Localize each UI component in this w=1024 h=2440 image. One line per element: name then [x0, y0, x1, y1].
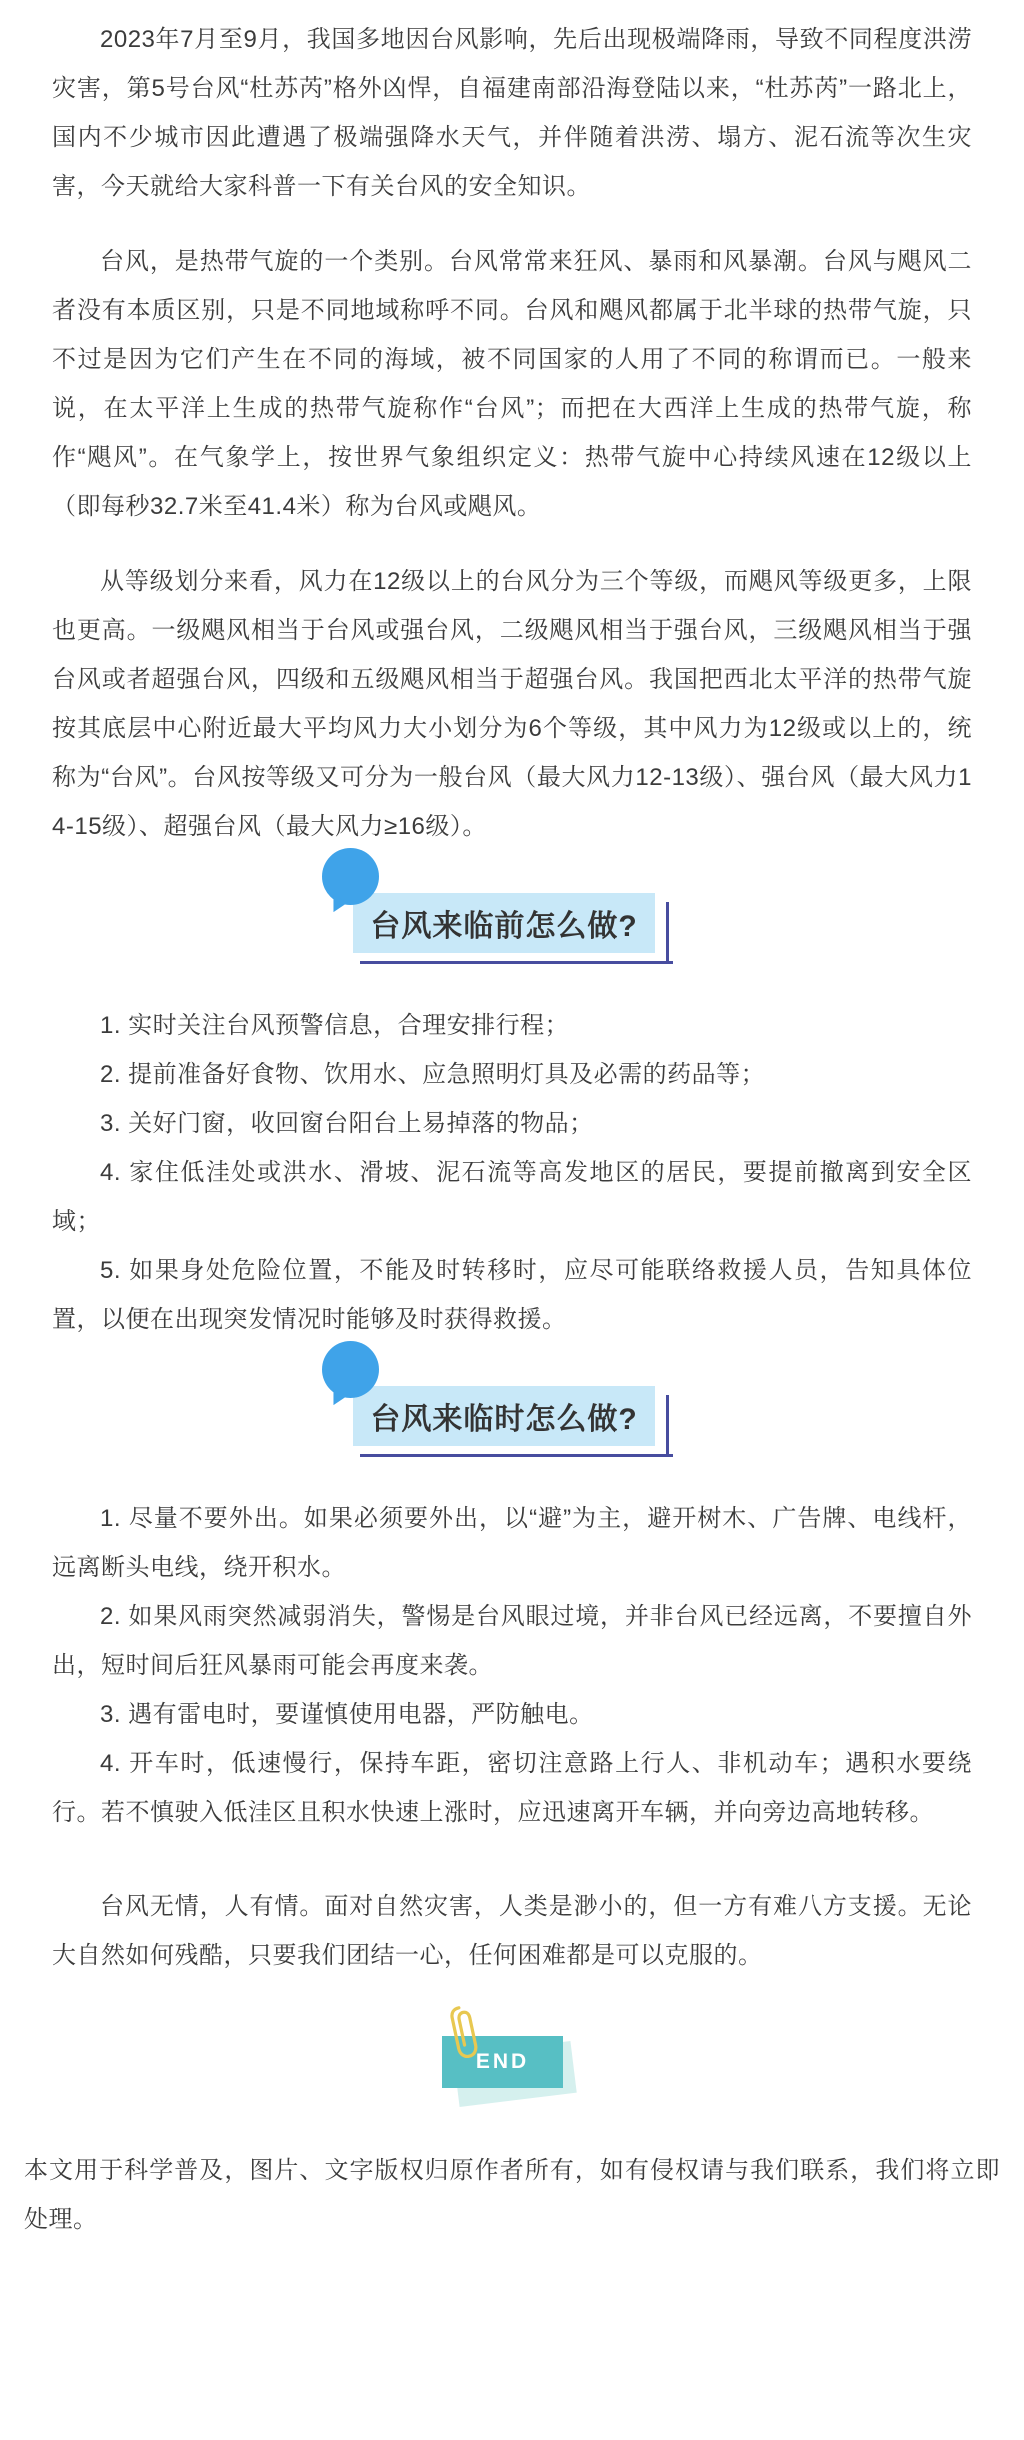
end-badge: [442, 2022, 602, 2114]
list-item: 2. 提前准备好食物、饮用水、应急照明灯具及必需的药品等；: [100, 1061, 766, 1088]
list-item: 2. 如果风雨突然减弱消失，警惕是台风眼过境，并非台风已经远离，不要擅自外出，短时间后狂风暴雨可能会再度来袭。: [52, 1603, 972, 1679]
speech-bubble-icon: [322, 848, 379, 905]
heading-accent-line-vertical: [666, 902, 669, 963]
list-item: 4. 家住低洼处或洪水、滑坡、泥石流等高发地区的居民，要提前撤离到安全区域；: [52, 1159, 972, 1235]
end-label: END: [475, 2050, 530, 2073]
heading-accent-line-vertical: [666, 1395, 669, 1456]
paragraph-typhoon-levels: 从等级划分来看，风力在12级以上的台风分为三个等级，而飓风等级更多，上限也更高。一级飓风相当于台风或强台风，二级飓风相当于强台风，三级飓风相当于强台风或者超强台风，四级和五级飓风相当于超强台风。我国把西北太平洋的热带气旋按其底层中心附近最大平均风力大小划分为6个等级，其中风力为12级或以上的，统称为“台风”。台风按等级又可分为一般台风（最大风力12-13级）、强台风（最大风力14-15级）、超强台风（最大风力≥16级）。: [52, 568, 972, 840]
list-item: 3. 遇有雷电时，要谨慎使用电器，严防触电。: [100, 1701, 594, 1728]
list-item: 5. 如果身处危险位置，不能及时转移时，应尽可能联络救援人员，告知具体位置，以便在出现突发情况时能够及时获得救援。: [52, 1257, 972, 1333]
paragraph-intro: 2023年7月至9月，我国多地因台风影响，先后出现极端降雨，导致不同程度洪涝灾害，第5号台风“杜苏芮”格外凶悍，自福建南部沿海登陆以来，“杜苏芮”一路北上，国内不少城市因此遭遇了极端强降水天气，并伴随着洪涝、塌方、泥石流等次生灾害，今天就给大家科普一下有关台风的安全知识。: [52, 26, 972, 200]
section-heading-title: 台风来临前怎么做?: [370, 910, 638, 943]
copyright-note: 本文用于科学普及，图片、文字版权归原作者所有，如有侵权请与我们联系，我们将立即处理。: [24, 2157, 1000, 2233]
list-item: 3. 关好门窗，收回窗台阳台上易掉落的物品；: [100, 1110, 594, 1137]
list-item: 4. 开车时，低速慢行，保持车距，密切注意路上行人、非机动车；遇积水要绕行。若不慎驶入低洼区且积水快速上涨时，应迅速离开车辆，并向旁边高地转移。: [52, 1750, 972, 1826]
list-item: 1. 实时关注台风预警信息，合理安排行程；: [100, 1012, 570, 1039]
section-heading-before-typhoon: [353, 893, 655, 953]
paragraph-closing: 台风无情，人有情。面对自然灾害，人类是渺小的，但一方有难八方支援。无论大自然如何残酷，只要我们团结一心，任何困难都是可以克服的。: [52, 1893, 972, 1969]
section-heading-box: [353, 893, 655, 953]
heading-accent-line-horizontal: [360, 1454, 673, 1457]
section-heading-during-typhoon: [353, 1386, 655, 1446]
section-heading-title: 台风来临时怎么做?: [370, 1403, 638, 1436]
speech-bubble-icon: [322, 1341, 379, 1398]
list-item: 1. 尽量不要外出。如果必须要外出，以“避”为主，避开树木、广告牌、电线杆，远离断头电线，绕开积水。: [52, 1505, 972, 1581]
section-heading-box: [353, 1386, 655, 1446]
paragraph-typhoon-definition: 台风，是热带气旋的一个类别。台风常常来狂风、暴雨和风暴潮。台风与飓风二者没有本质区别，只是不同地域称呼不同。台风和飓风都属于北半球的热带气旋，只不过是因为它们产生在不同的海域，被不同国家的人用了不同的称谓而已。一般来说，在太平洋上生成的热带气旋称作“台风”；而把在大西洋上生成的热带气旋，称作“飓风”。在气象学上，按世界气象组织定义：热带气旋中心持续风速在12级以上（即每秒32.7米至41.4米）称为台风或飓风。: [52, 248, 972, 520]
heading-accent-line-horizontal: [360, 961, 673, 964]
